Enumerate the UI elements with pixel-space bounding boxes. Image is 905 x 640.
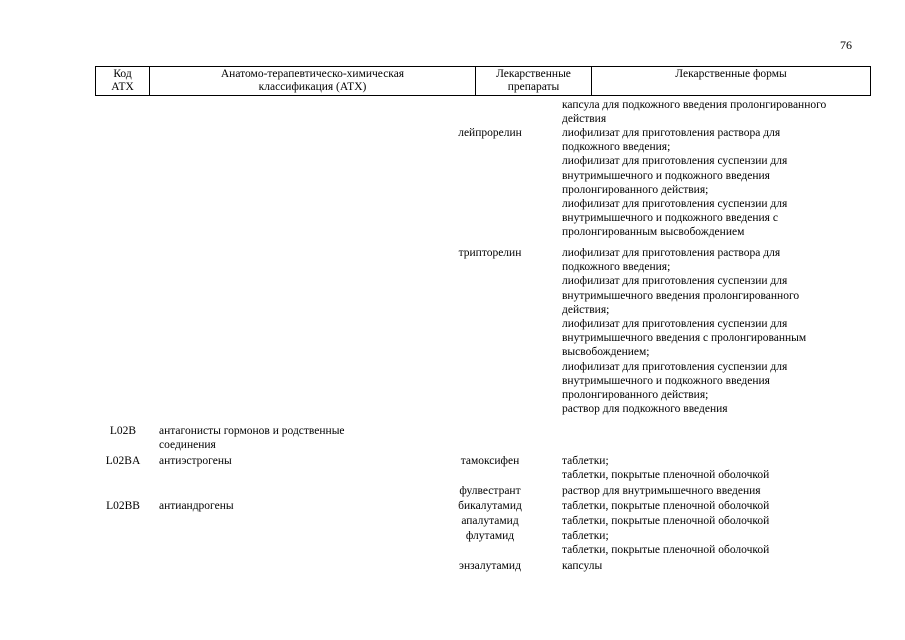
dosage-form: лиофилизат для приготовления раствора для подкожного введения; лиофилизат для приготовления суспензии для внутримышечного и подкожного введения пролонгированного действия; лиофилизат для приготовления суспензии для внутримышечного и подкожного введения с пролонгированным высвобождением [562,127,788,239]
atc-classification: антиандрогены [159,500,234,512]
page-number: 76 [840,38,852,52]
dosage-form: капсула для подкожного введения пролонгированного действия [562,99,827,126]
atc-code: L02BB [106,500,140,512]
dosage-form: капсулы [562,560,603,572]
header-forms: Лекарственные формы [675,68,787,80]
drug-name: лейпрорелин [458,127,522,139]
drug-name: тамоксифен [460,455,520,467]
atc-classification: антиэстрогены [159,455,232,467]
dosage-form: раствор для внутримышечного введения [562,485,761,497]
header-drugs: Лекарственные препараты [476,67,592,95]
dosage-form: таблетки, покрытые пленочной оболочкой [562,515,770,527]
header-code: Код АТХ [96,67,150,95]
drug-name: трипторелин [458,247,522,259]
drug-name: апалутамид [461,515,519,527]
drug-name: бикалутамид [458,500,522,512]
atc-code: L02BA [105,455,141,467]
drug-name: фулвестрант [459,485,521,497]
dosage-form: таблетки; таблетки, покрытые пленочной оболочкой [562,530,770,557]
dosage-form: лиофилизат для приготовления раствора для подкожного введения; лиофилизат для приготовления суспензии для внутримышечного введения пролонгированного действия; лиофилизат для приготовления суспензии для внутримышечного введения с пролонгированным высвобождением; лиофилизат для приготовления суспензии для внутримышечного и подкожного введения пролонгированного действия; раствор для подкожного введения [562,247,807,416]
dosage-form: таблетки, покрытые пленочной оболочкой [562,500,770,512]
drug-name: флутамид [465,530,515,542]
dosage-form: таблетки; таблетки, покрытые пленочной оболочкой [562,455,770,482]
atc-code: L02B [109,425,137,437]
atc-classification: антагонисты гормонов и родственные соединения [159,425,345,452]
header-classification: Анатомо-терапевтическо-химическая классификация (АТХ) [150,67,476,95]
drug-name: энзалутамид [459,560,521,572]
table-header [95,66,871,96]
